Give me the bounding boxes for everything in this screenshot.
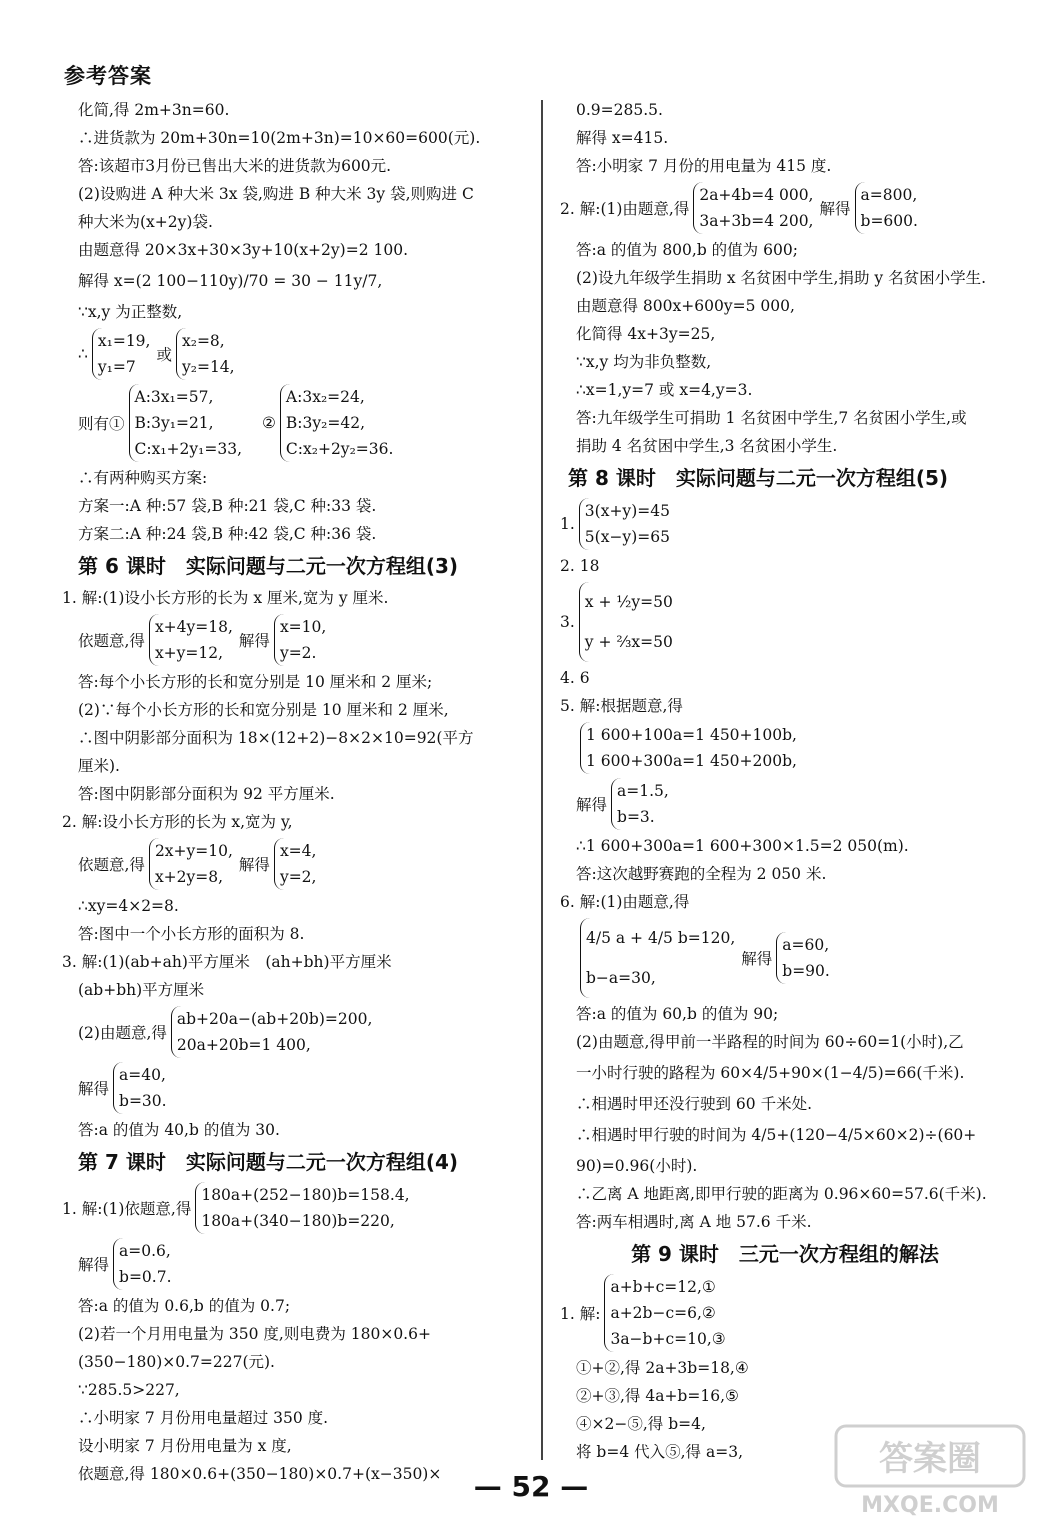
- text-line: ∴乙离 A 地距离,即甲行驶的距离为 0.96×60=57.6(千米).: [576, 1185, 987, 1203]
- equation-prefix: 解得: [78, 1080, 110, 1098]
- text-line: 答:两车相遇时,离 A 地 57.6 千米.: [576, 1213, 812, 1231]
- text-line: 答:该超市3月份已售出大米的进货款为600元.: [78, 157, 392, 175]
- text-line: 答:a 的值为 60,b 的值为 90;: [576, 1005, 779, 1023]
- equation-connector: 解得: [741, 950, 773, 968]
- equation-line: 2a+4b=4 000,: [699, 186, 814, 204]
- text-line: 答:a 的值为 0.6,b 的值为 0.7;: [78, 1297, 291, 1315]
- section-title: 第 8 课时 实际问题与二元一次方程组(5): [568, 466, 949, 490]
- text-line: ∵285.5>227,: [78, 1381, 180, 1399]
- equation-system: [560, 1272, 1010, 1354]
- brace-group: [92, 328, 151, 380]
- equation-system: [62, 326, 522, 382]
- equation-line: 5(x−y)=65: [584, 528, 670, 546]
- text-line: ∴xy=4×2=8.: [78, 897, 179, 915]
- text-line: ①+②,得 2a+3b=18,④: [576, 1359, 749, 1377]
- equation-line: 3a−b+c=10,③: [610, 1330, 726, 1348]
- equation-line: a=40,: [119, 1066, 166, 1084]
- question-line: 2. 解:设小长方形的长为 x,宽为 y,: [62, 813, 293, 831]
- equation-line: ab+20a−(ab+20b)=200,: [176, 1010, 373, 1028]
- svg-text:答案圈: 答案圈: [879, 1439, 981, 1479]
- brace-group: [149, 614, 233, 666]
- text-line: 答:图中阴影部分面积为 92 平方厘米.: [78, 785, 335, 803]
- equation-prefix: ∴: [78, 345, 88, 363]
- brace-group: [579, 582, 673, 662]
- question-line: 3. 解:(1)(ab+ah)平方厘米 (ah+bh)平方厘米: [62, 953, 392, 971]
- right-column: [560, 96, 1010, 1466]
- equation-line: B:3y₂=42,: [285, 414, 366, 432]
- equation-line: 1 600+100a=1 450+100b,: [586, 726, 797, 744]
- text-line: ∵x,y 均为非负整数,: [576, 353, 712, 371]
- question-line: 1. 解:(1)设小长方形的长为 x 厘米,宽为 y 厘米.: [62, 589, 389, 607]
- equation-line: y=2,: [279, 868, 317, 886]
- left-column: [62, 96, 522, 1488]
- section-title: 第 6 课时 实际问题与二元一次方程组(3): [78, 554, 459, 578]
- equation-prefix: 1.: [560, 515, 575, 533]
- question-line: 6. 解:(1)由题意,得: [560, 893, 690, 911]
- brace-group: [580, 722, 797, 774]
- text-line: (ab+bh)平方厘米: [78, 981, 205, 999]
- section-title: 第 7 课时 实际问题与二元一次方程组(4): [78, 1150, 459, 1174]
- text-line: 答:小明家 7 月份的用电量为 415 度.: [576, 157, 832, 175]
- equation-prefix: 3.: [560, 613, 575, 631]
- brace-group: [693, 182, 813, 234]
- text-line: ∴小明家 7 月份用电量超过 350 度.: [78, 1409, 329, 1427]
- watermark-logo: [830, 1420, 1030, 1520]
- equation-line: x₂=8,: [181, 332, 225, 350]
- text-line: (2)设九年级学生捐助 x 名贫困中学生,捐助 y 名贫困小学生.: [576, 269, 987, 287]
- text-line: ∴有两种购买方案:: [78, 469, 208, 487]
- equation-system: [62, 1180, 522, 1236]
- text-line: ∴相遇时甲行驶的时间为 4/5+(120−4/5×60×2)÷(60+: [576, 1126, 977, 1144]
- question-line: 2. 18: [560, 557, 600, 575]
- equation-line: C:x₁+2y₁=33,: [134, 440, 243, 458]
- text-line: ∴相遇时甲还没行驶到 60 千米处.: [576, 1095, 813, 1113]
- equation-system: [560, 916, 1010, 1000]
- equation-line: a=0.6,: [119, 1242, 171, 1260]
- equation-line: A:3x₂=24,: [285, 388, 365, 406]
- equation-line: x=4,: [279, 842, 317, 860]
- text-line: (2)若一个月用电量为 350 度,则电费为 180×0.6+: [78, 1325, 431, 1343]
- equation-connector: 解得: [238, 632, 270, 650]
- text-line: 厘米).: [78, 757, 120, 775]
- equation-line: 3(x+y)=45: [584, 502, 670, 520]
- text-line: 化简得 4x+3y=25,: [576, 325, 716, 343]
- brace-group: [171, 1006, 373, 1058]
- equation-line: y + ⅔x=50: [584, 633, 673, 651]
- brace-group: [176, 328, 235, 380]
- equation-prefix: 则有①: [78, 415, 125, 433]
- text-line: 答:图中一个小长方形的面积为 8.: [78, 925, 305, 943]
- brace-group: [776, 932, 830, 984]
- text-line: 答:九年级学生可捐助 1 名贫困中学生,7 名贫困小学生,或: [576, 409, 967, 427]
- equation-connector: 或: [156, 346, 172, 364]
- text-line: ∵x,y 为正整数,: [78, 303, 183, 321]
- question-line: 4. 6: [560, 669, 590, 687]
- equation-line: x + ½y=50: [584, 593, 673, 611]
- svg-text:MXQE.COM: MXQE.COM: [861, 1493, 999, 1518]
- equation-prefix: 1. 解:(1)依题意,得: [62, 1200, 192, 1218]
- brace-group: [274, 838, 317, 890]
- brace-group: [611, 778, 669, 830]
- equation-line: x+y=12,: [154, 644, 224, 662]
- equation-line: b=3.: [617, 808, 655, 826]
- text-line: (2)由题意,得甲前一半路程的时间为 60÷60=1(小时),乙: [576, 1033, 964, 1051]
- equation-line: b=0.7.: [119, 1268, 172, 1286]
- equation-line: 2x+y=10,: [154, 842, 233, 860]
- equation-line: 180a+(340−180)b=220,: [201, 1212, 395, 1230]
- equation-line: a+2b−c=6,②: [610, 1304, 716, 1322]
- brace-group: [149, 838, 233, 890]
- brace-group: [113, 1238, 172, 1290]
- column-divider: [541, 100, 543, 1460]
- equation-prefix: 1. 解:: [560, 1305, 601, 1323]
- equation-line: 20a+20b=1 400,: [176, 1036, 311, 1054]
- text-line: 解得 x=(2 100−110y)/70 = 30 − 11y/7,: [78, 272, 383, 290]
- equation-system: [62, 1004, 522, 1060]
- text-line: (2)设购进 A 种大米 3x 袋,购进 B 种大米 3y 袋,则购进 C: [78, 185, 474, 203]
- text-line: 由题意得 800x+600y=5 000,: [576, 297, 795, 315]
- brace-group: [579, 498, 670, 550]
- brace-group: [855, 182, 918, 234]
- text-line: 种大米为(x+2y)袋.: [78, 213, 213, 231]
- text-line: 一小时行驶的路程为 60×4/5+90×(1−4/5)=66(千米).: [576, 1064, 965, 1082]
- equation-line: b=30.: [119, 1092, 167, 1110]
- text-line: 将 b=4 代入⑤,得 a=3,: [576, 1443, 743, 1461]
- text-line: 方案二:A 种:24 袋,B 种:42 袋,C 种:36 袋.: [78, 525, 377, 543]
- text-line: 0.9=285.5.: [576, 101, 663, 119]
- equation-system: [560, 180, 1010, 236]
- text-line: 答:a 的值为 800,b 的值为 600;: [576, 241, 798, 259]
- text-line: ∴图中阴影部分面积为 18×(12+2)−8×2×10=92(平方: [78, 729, 474, 747]
- equation-line: y=2.: [279, 644, 317, 662]
- brace-group: [280, 384, 394, 462]
- text-line: 90)=0.96(小时).: [576, 1157, 698, 1175]
- equation-line: b=600.: [860, 212, 918, 230]
- equation-line: B:3y₁=21,: [134, 414, 214, 432]
- equation-prefix: 解得: [78, 1256, 110, 1274]
- equation-line: 3a+3b=4 200,: [699, 212, 814, 230]
- text-line: 方案一:A 种:57 袋,B 种:21 袋,C 种:33 袋.: [78, 497, 377, 515]
- equation-system: [560, 776, 1010, 832]
- equation-line: a=800,: [860, 186, 918, 204]
- equation-line: y₂=14,: [181, 358, 235, 376]
- equation-line: a=60,: [782, 936, 830, 954]
- brace-group: [195, 1182, 409, 1234]
- equation-line: 180a+(252−180)b=158.4,: [201, 1186, 410, 1204]
- equation-line: x=10,: [279, 618, 327, 636]
- text-line: 捐助 4 名贫困中学生,3 名贫困小学生.: [576, 437, 838, 455]
- equation-prefix: 2. 解:(1)由题意,得: [560, 200, 690, 218]
- equation-system: [560, 580, 1010, 664]
- equation-prefix: 解得: [576, 796, 608, 814]
- page-header-title: 参考答案: [64, 64, 152, 88]
- equation-system: [560, 496, 1010, 552]
- equation-line: C:x₂+2y₂=36.: [285, 440, 394, 458]
- equation-system: [62, 836, 522, 892]
- equation-line: x₁=19,: [97, 332, 151, 350]
- text-line: 依题意,得 180×0.6+(350−180)×0.7+(x−350)×: [78, 1465, 442, 1483]
- text-line: ④×2−⑤,得 b=4,: [576, 1415, 706, 1433]
- equation-system: [62, 612, 522, 668]
- text-line: 答:a 的值为 40,b 的值为 30.: [78, 1121, 280, 1139]
- text-line: ∴进货款为 20m+30n=10(2m+3n)=10×60=600(元).: [78, 129, 481, 147]
- brace-group: [113, 1062, 167, 1114]
- equation-line: 4/5 a + 4/5 b=120,: [586, 929, 736, 947]
- equation-line: a=1.5,: [617, 782, 669, 800]
- equation-prefix: 依题意,得: [78, 856, 145, 874]
- brace-group: [129, 384, 243, 462]
- equation-line: a+b+c=12,①: [610, 1278, 716, 1296]
- text-line: ∴1 600+300a=1 600+300×1.5=2 050(m).: [576, 837, 909, 855]
- equation-prefix: (2)由题意,得: [78, 1024, 167, 1042]
- equation-prefix: 依题意,得: [78, 632, 145, 650]
- text-line: ②+③,得 4a+b=16,⑤: [576, 1387, 739, 1405]
- text-line: 答:每个小长方形的长和宽分别是 10 厘米和 2 厘米;: [78, 673, 433, 691]
- equation-connector: 解得: [238, 856, 270, 874]
- equation-line: x+2y=8,: [154, 868, 224, 886]
- equation-system: [62, 382, 522, 464]
- brace-group: [604, 1274, 725, 1352]
- question-line: 5. 解:根据题意,得: [560, 697, 683, 715]
- brace-group: [274, 614, 326, 666]
- text-line: (350−180)×0.7=227(元).: [78, 1353, 275, 1371]
- equation-line: A:3x₁=57,: [134, 388, 214, 406]
- equation-line: b=90.: [782, 962, 830, 980]
- text-line: 由题意得 20×3x+30×3y+10(x+2y)=2 100.: [78, 241, 408, 259]
- equation-system: [62, 1236, 522, 1292]
- text-line: 设小明家 7 月份用电量为 x 度,: [78, 1437, 292, 1455]
- text-line: (2)∵每个小长方形的长和宽分别是 10 厘米和 2 厘米,: [78, 701, 449, 719]
- section-title: 第 9 课时 三元一次方程组的解法: [631, 1242, 939, 1266]
- page-number: — 52 —: [473, 1470, 589, 1503]
- brace-group: [580, 918, 735, 998]
- text-line: 化简,得 2m+3n=60.: [78, 101, 230, 119]
- equation-line: b−a=30,: [586, 969, 656, 987]
- equation-system: [62, 1060, 522, 1116]
- equation-connector: ②: [262, 414, 276, 432]
- text-line: 答:这次越野赛跑的全程为 2 050 米.: [576, 865, 827, 883]
- equation-line: y₁=7: [97, 358, 136, 376]
- text-line: ∴x=1,y=7 或 x=4,y=3.: [576, 381, 753, 399]
- equation-line: x+4y=18,: [154, 618, 233, 636]
- text-line: 解得 x=415.: [576, 129, 669, 147]
- equation-connector: 解得: [819, 200, 851, 218]
- equation-system: [560, 720, 1010, 776]
- equation-line: 1 600+300a=1 450+200b,: [586, 752, 797, 770]
